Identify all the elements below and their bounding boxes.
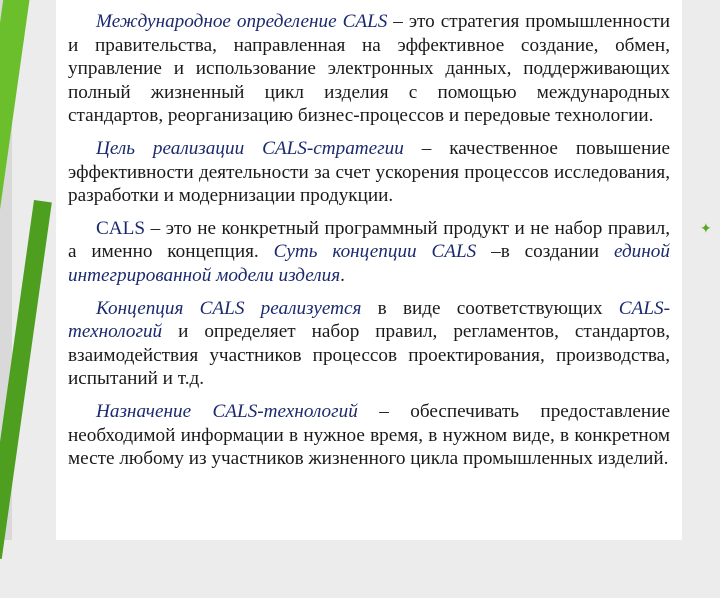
paragraph-definition xyxy=(68,10,670,128)
term-international-definition: Международное определение CALS xyxy=(96,11,388,32)
text-segment: – качественное повышение эффективности деятельности за счет ускорения процессов исследования, разработки и модернизации продукции. xyxy=(68,137,670,207)
text-panel xyxy=(56,0,682,540)
text-segment: и определяет набор правил, регламентов, стандартов, взаимодействия участников процессов проектирования, производства, испытаний и т.д. xyxy=(68,321,670,390)
text-segment: – обеспечивать предоставление необходимой информации в нужное время, в нужном виде, в конкретном месте любому из участников жизненного цикла промышленных изделий. xyxy=(68,400,670,470)
star-icon: ✦ xyxy=(700,221,712,237)
text-segment: . xyxy=(340,264,345,286)
term-cals: CALS xyxy=(96,217,146,239)
text-segment: – это стратегия промышленности и правительства, направленная на эффективное создание, обмен, управление и использование электронных данных, поддерживающих полный жизненный цикл изделия с помощью международных стандартов, реорганизацию бизнес-процессов и передовые технологии. xyxy=(68,11,670,127)
term-purpose: Назначение CALS-технологий xyxy=(96,400,358,422)
text-segment: в виде соответствующих xyxy=(361,297,619,319)
term-integrated-model: единой интегрированной модели изделия xyxy=(68,241,670,286)
term-essence: Суть концепции CALS xyxy=(273,241,477,263)
paragraph-implementation xyxy=(68,297,670,391)
paragraph-goal xyxy=(68,137,670,208)
text-segment: –в создании xyxy=(476,241,614,263)
text-segment: – это не конкретный программный продукт и не набор правил, а именно концепция. xyxy=(68,217,670,263)
term-implementation: Концепция CALS реализуется xyxy=(96,297,362,319)
paragraph-purpose xyxy=(68,400,670,471)
term-technologies: CALS-технологий xyxy=(68,297,670,343)
paragraph-concept xyxy=(68,217,670,288)
term-goal: Цель реализации CALS-стратегии xyxy=(96,137,404,159)
